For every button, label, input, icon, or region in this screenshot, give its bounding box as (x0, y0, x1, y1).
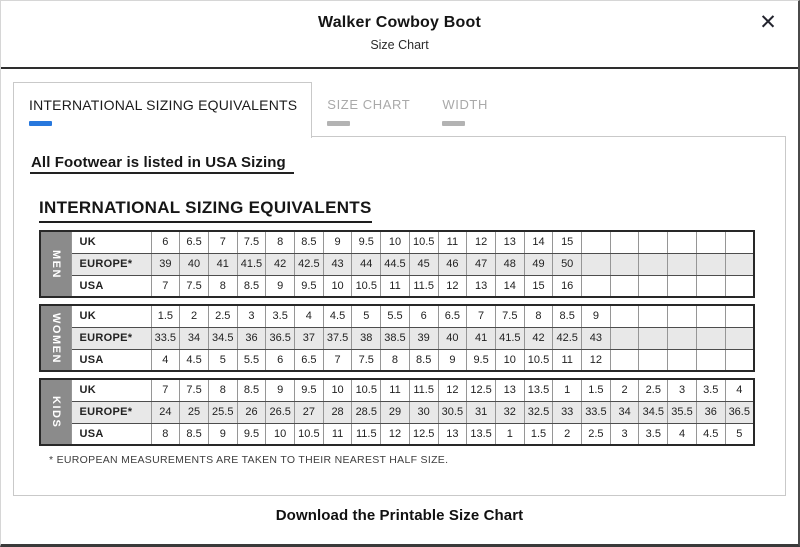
size-cell: 8.5 (237, 275, 266, 297)
size-cell: 11 (381, 275, 410, 297)
row-label: EUROPE* (71, 401, 151, 423)
size-cell: 7.5 (180, 275, 209, 297)
row-label: EUROPE* (71, 327, 151, 349)
size-cell: 10 (495, 349, 524, 371)
size-table-kids (39, 378, 755, 446)
size-cell: 30.5 (438, 401, 467, 423)
size-cell: 8 (208, 379, 237, 401)
size-cell: 10 (266, 423, 295, 445)
size-cell: 33 (553, 401, 582, 423)
size-cell: 8.5 (295, 231, 324, 253)
size-cell: 10 (323, 379, 352, 401)
size-cell: 29 (381, 401, 410, 423)
size-cell (610, 349, 639, 371)
size-cell: 39 (151, 253, 180, 275)
size-cell: 36 (696, 401, 725, 423)
size-cell: 7 (151, 275, 180, 297)
size-cell: 13 (438, 423, 467, 445)
tab-label: INTERNATIONAL SIZING EQUIVALENTS (29, 97, 298, 113)
size-cell: 39 (409, 327, 438, 349)
size-cell: 1.5 (151, 305, 180, 327)
size-cell: 14 (524, 231, 553, 253)
size-cell: 41.5 (495, 327, 524, 349)
size-cell: 45 (409, 253, 438, 275)
size-cell: 37 (295, 327, 324, 349)
size-cell: 10.5 (295, 423, 324, 445)
tab-indicator (442, 121, 465, 126)
size-table-men (39, 230, 755, 298)
size-cell (696, 275, 725, 297)
size-cell: 42.5 (295, 253, 324, 275)
tab-international-sizing-equivalents[interactable] (13, 82, 312, 138)
size-cell: 32 (495, 401, 524, 423)
size-cell: 6 (409, 305, 438, 327)
size-cell (725, 275, 754, 297)
size-cell: 11.5 (409, 275, 438, 297)
tab-bar (13, 82, 786, 137)
size-cell: 6 (151, 231, 180, 253)
size-cell (725, 231, 754, 253)
size-cell: 9 (323, 231, 352, 253)
size-cell (639, 305, 668, 327)
size-cell: 12.5 (409, 423, 438, 445)
size-cell: 48 (495, 253, 524, 275)
size-cell: 12.5 (467, 379, 496, 401)
size-cell: 9.5 (295, 379, 324, 401)
size-cell: 28 (323, 401, 352, 423)
size-cell: 36.5 (725, 401, 754, 423)
size-cell: 1 (553, 379, 582, 401)
size-cell: 37.5 (323, 327, 352, 349)
size-cell: 10.5 (352, 379, 381, 401)
size-cell: 30 (409, 401, 438, 423)
row-label: USA (71, 423, 151, 445)
row-label: UK (71, 305, 151, 327)
size-cell (668, 327, 697, 349)
size-cell (639, 349, 668, 371)
size-cell: 4 (725, 379, 754, 401)
size-cell: 4.5 (323, 305, 352, 327)
size-cell: 12 (381, 423, 410, 445)
size-cell (582, 231, 611, 253)
size-cell (668, 305, 697, 327)
size-cell: 5 (725, 423, 754, 445)
size-cell: 2 (610, 379, 639, 401)
size-cell: 2.5 (208, 305, 237, 327)
size-cell: 1 (495, 423, 524, 445)
size-cell: 2.5 (639, 379, 668, 401)
size-cell: 40 (438, 327, 467, 349)
size-cell (610, 327, 639, 349)
tabs-wrap (13, 82, 786, 496)
size-cell (725, 253, 754, 275)
modal-title: Walker Cowboy Boot (317, 14, 481, 31)
size-cell: 36.5 (266, 327, 295, 349)
size-cell: 13 (495, 379, 524, 401)
size-cell: 4 (151, 349, 180, 371)
size-cell (668, 253, 697, 275)
usa-sizing-note: All Footwear is listed in USA Sizing (30, 154, 294, 174)
size-cell: 32.5 (524, 401, 553, 423)
size-cell (610, 253, 639, 275)
size-cell (639, 231, 668, 253)
size-cell: 11 (438, 231, 467, 253)
size-cell (725, 305, 754, 327)
size-cell: 8 (266, 231, 295, 253)
size-cell: 5.5 (381, 305, 410, 327)
row-label: EUROPE* (71, 253, 151, 275)
size-cell: 43 (582, 327, 611, 349)
size-cell: 34 (180, 327, 209, 349)
size-cell: 10.5 (524, 349, 553, 371)
size-cell: 34.5 (208, 327, 237, 349)
size-table-women (39, 304, 755, 372)
size-cell (610, 231, 639, 253)
size-cell (696, 349, 725, 371)
tab-width[interactable] (427, 82, 502, 126)
size-cell: 6 (266, 349, 295, 371)
size-cell: 25.5 (208, 401, 237, 423)
row-label: UK (71, 379, 151, 401)
size-cell: 8.5 (409, 349, 438, 371)
size-cell: 35.5 (668, 401, 697, 423)
size-cell (582, 275, 611, 297)
size-cell: 31 (467, 401, 496, 423)
size-cell: 8.5 (180, 423, 209, 445)
size-cell: 3 (668, 379, 697, 401)
size-cell (668, 231, 697, 253)
size-cell: 26 (237, 401, 266, 423)
size-cell: 7 (208, 231, 237, 253)
size-cell: 26.5 (266, 401, 295, 423)
size-cell: 7 (151, 379, 180, 401)
size-cell: 42 (266, 253, 295, 275)
size-cell: 11.5 (352, 423, 381, 445)
size-cell: 33.5 (582, 401, 611, 423)
size-cell (668, 349, 697, 371)
size-cell: 34 (610, 401, 639, 423)
size-cell: 11 (553, 349, 582, 371)
size-cell: 44 (352, 253, 381, 275)
size-cell: 41 (467, 327, 496, 349)
size-cell: 4.5 (180, 349, 209, 371)
size-cell: 38 (352, 327, 381, 349)
size-cell: 7 (323, 349, 352, 371)
size-cell: 1.5 (524, 423, 553, 445)
row-label: USA (71, 349, 151, 371)
size-cell (639, 327, 668, 349)
size-cell: 8 (151, 423, 180, 445)
download-size-chart-link[interactable]: Download the Printable Size Chart (275, 507, 524, 524)
size-cell: 8.5 (237, 379, 266, 401)
modal-subtitle: Size Chart (370, 38, 429, 52)
size-cell: 3.5 (266, 305, 295, 327)
size-cell: 7.5 (495, 305, 524, 327)
size-cell: 47 (467, 253, 496, 275)
size-cell: 4 (668, 423, 697, 445)
size-cell: 12 (438, 379, 467, 401)
size-cell: 42 (524, 327, 553, 349)
size-cell (610, 275, 639, 297)
size-cell: 5.5 (237, 349, 266, 371)
tables-area (39, 198, 769, 466)
size-cell (639, 275, 668, 297)
modal-header (1, 1, 798, 69)
size-cell: 9.5 (352, 231, 381, 253)
size-cell: 8.5 (553, 305, 582, 327)
size-cell: 12 (467, 231, 496, 253)
size-cell: 25 (180, 401, 209, 423)
size-cell: 9 (266, 275, 295, 297)
european-sizes-footnote: * EUROPEAN MEASUREMENTS ARE TAKEN TO THEIR NEAREST HALF SIZE. (49, 454, 449, 466)
size-cell (696, 327, 725, 349)
size-cell: 13.5 (467, 423, 496, 445)
group-label-kids: KIDS (40, 379, 71, 445)
size-cell (725, 349, 754, 371)
size-cell: 4.5 (696, 423, 725, 445)
size-cell: 12 (582, 349, 611, 371)
row-label: UK (71, 231, 151, 253)
size-cell: 6.5 (180, 231, 209, 253)
size-cell: 11 (381, 379, 410, 401)
size-cell: 3 (237, 305, 266, 327)
size-cell: 38.5 (381, 327, 410, 349)
size-cell: 10 (381, 231, 410, 253)
size-cell (668, 275, 697, 297)
size-cell: 9 (582, 305, 611, 327)
size-cell: 8 (208, 275, 237, 297)
size-cell: 9 (208, 423, 237, 445)
size-cell: 43 (323, 253, 352, 275)
size-cell: 2 (180, 305, 209, 327)
size-cell: 27 (295, 401, 324, 423)
tab-active-indicator (29, 121, 52, 126)
size-cell (639, 253, 668, 275)
size-cell (582, 253, 611, 275)
size-cell: 24 (151, 401, 180, 423)
size-cell: 4 (295, 305, 324, 327)
size-cell: 3 (610, 423, 639, 445)
size-cell: 13.5 (524, 379, 553, 401)
size-cell: 1.5 (582, 379, 611, 401)
tab-label: SIZE CHART (327, 97, 411, 112)
size-cell: 9.5 (467, 349, 496, 371)
tab-size-chart[interactable] (312, 82, 424, 126)
size-cell: 7.5 (352, 349, 381, 371)
size-cell: 8 (524, 305, 553, 327)
tab-panel (13, 136, 786, 496)
size-cell (696, 231, 725, 253)
size-cell: 7.5 (237, 231, 266, 253)
size-cell: 9.5 (295, 275, 324, 297)
size-cell: 7.5 (180, 379, 209, 401)
size-cell (610, 305, 639, 327)
size-cell: 15 (553, 231, 582, 253)
size-tables-container (39, 230, 769, 446)
size-cell: 9 (266, 379, 295, 401)
size-cell: 9.5 (237, 423, 266, 445)
size-cell: 34.5 (639, 401, 668, 423)
size-cell: 11 (323, 423, 352, 445)
size-cell: 10.5 (409, 231, 438, 253)
size-cell: 3.5 (639, 423, 668, 445)
tab-indicator (327, 121, 350, 126)
size-cell: 50 (553, 253, 582, 275)
size-cell (696, 253, 725, 275)
size-cell: 8 (381, 349, 410, 371)
size-cell: 44.5 (381, 253, 410, 275)
size-cell: 41 (208, 253, 237, 275)
size-cell (696, 305, 725, 327)
size-cell: 2.5 (582, 423, 611, 445)
size-cell: 10.5 (352, 275, 381, 297)
size-cell: 3.5 (696, 379, 725, 401)
size-cell: 49 (524, 253, 553, 275)
size-cell: 16 (553, 275, 582, 297)
size-cell: 7 (467, 305, 496, 327)
size-cell: 12 (438, 275, 467, 297)
size-cell: 42.5 (553, 327, 582, 349)
tab-label: WIDTH (442, 97, 488, 112)
size-cell: 5 (208, 349, 237, 371)
size-cell: 9 (438, 349, 467, 371)
size-cell: 2 (553, 423, 582, 445)
size-cell: 11.5 (409, 379, 438, 401)
size-cell: 28.5 (352, 401, 381, 423)
size-cell: 6.5 (438, 305, 467, 327)
group-label-men: MEN (40, 231, 71, 297)
close-icon[interactable]: ✕ (754, 9, 782, 37)
size-cell: 46 (438, 253, 467, 275)
size-cell (725, 327, 754, 349)
size-cell: 10 (323, 275, 352, 297)
size-cell: 40 (180, 253, 209, 275)
size-cell: 41.5 (237, 253, 266, 275)
group-label-women: WOMEN (40, 305, 71, 371)
size-cell: 14 (495, 275, 524, 297)
modal-footer (1, 507, 798, 525)
section-heading: INTERNATIONAL SIZING EQUIVALENTS (39, 198, 372, 223)
size-cell: 13 (467, 275, 496, 297)
size-cell: 36 (237, 327, 266, 349)
size-cell: 6.5 (295, 349, 324, 371)
size-cell: 13 (495, 231, 524, 253)
row-label: USA (71, 275, 151, 297)
size-cell: 33.5 (151, 327, 180, 349)
size-cell: 15 (524, 275, 553, 297)
size-cell: 5 (352, 305, 381, 327)
